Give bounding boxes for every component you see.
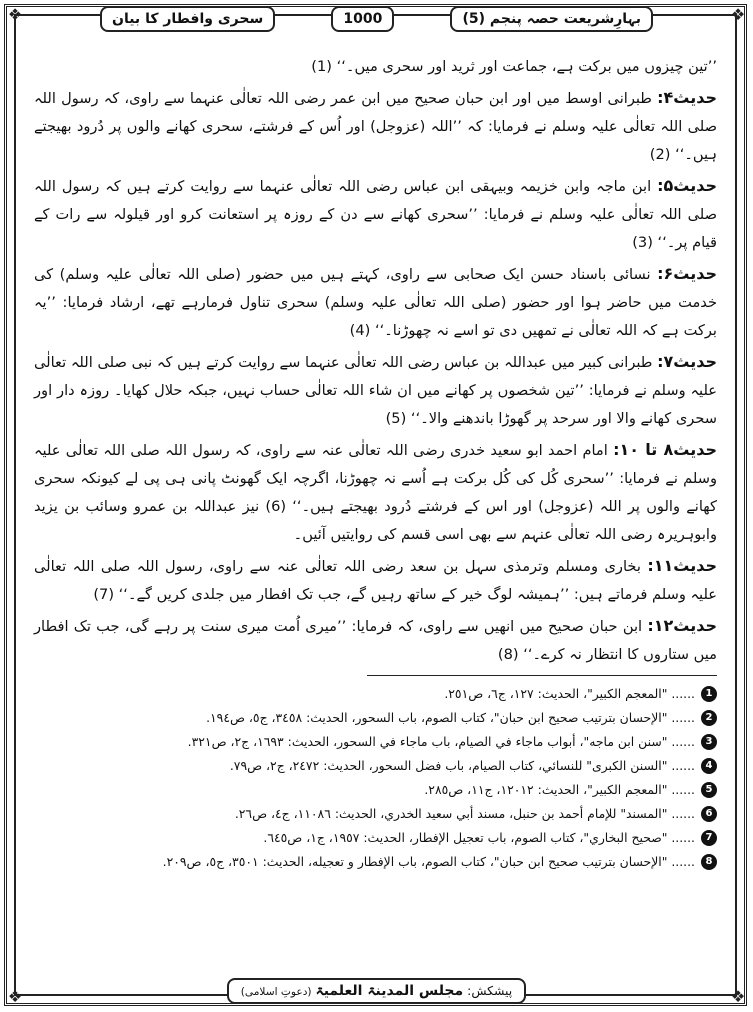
paragraph-text: طبرانی کبیر میں عبداللہ بن عباس رضی اللہ تعالٰی عنہما سے روایت کرتے ہیں کہ نبی صلی اللہ تعالٰی علیہ وسلم نے فرمایا: ’’تین شخصوں پر کھانے میں ان شاء اللہ تعالٰی حساب نہیں، جبکہ حلال کھایا۔ روزہ دار اور سحری کھانے والا اور سرحد پر گھوڑا باندھنے والا۔‘‘ (5) [34, 354, 717, 427]
footnote-number: 7 [701, 830, 717, 846]
footnote [34, 754, 717, 778]
hadith-heading: حدیث۱۲: [647, 616, 717, 635]
page-header [100, 6, 653, 32]
corner-ornament-icon: ❖ [730, 5, 746, 24]
footnote-number: 5 [701, 782, 717, 798]
chapter-title: سحری وافطار کا بیان [100, 6, 275, 32]
page-footer [0, 978, 753, 1004]
hadith-heading: حدیث۵: [657, 176, 717, 195]
footnote-text: ...... "المعجم الكبير"، الحديث: ١٢٧، ج٦، ص٢٥١. [444, 686, 695, 701]
footnotes [34, 682, 717, 874]
paragraph-text: ابن حبان صحیح میں انھیں سے راوی، کہ فرمایا: ’’میری اُمت میری سنت پر رہے گی، جب تک افطار میں ستاروں کا انتظار نہ کرے۔‘‘ (8) [34, 618, 717, 663]
footnote-text: ...... "صحيح البخاري"، كتاب الصوم، باب تعجيل الإفطار، الحديث: ١٩٥٧، ج١، ص٦٤٥. [263, 830, 695, 845]
footnote-text: ...... "المعجم الكبير"، الحديث: ١٢٠١٢، ج١١، ص٢٨٥. [424, 782, 695, 797]
hadith-heading: حدیث۸ تا ۱۰: [613, 440, 718, 459]
hadith-heading: حدیث۴: [657, 88, 717, 107]
footnote-text: ...... "سنن ابن ماجه"، أبواب ماجاء في الصيام، باب ماجاء في السحور، الحديث: ١٦٩٣، ج٢، ص٣٢١. [187, 734, 695, 749]
paragraph-text: طبرانی اوسط میں اور ابن حبان صحیح میں ابن عمر رضی اللہ تعالٰی عنہما سے راوی، کہ رسول اللہ صلی اللہ تعالٰی علیہ وسلم نے فرمایا: کہ ’’اللہ (عزوجل) اور اُس کے فرشتے، سحری کھانے والوں پر دُرود بھیجتے ہیں۔‘‘ (2) [34, 90, 717, 163]
paragraph [34, 436, 717, 549]
footnote-text: ...... "السنن الكبرى" للنسائي، كتاب الصيام، باب فضل السحور، الحديث: ٢٤٧٢، ج٢، ص٧٩. [229, 758, 695, 773]
footer-prefix: پیشکش: [467, 983, 513, 998]
footnote [34, 778, 717, 802]
book-title: بہارِشریعت حصہ پنجم (5) [450, 6, 653, 32]
footnote-text: ...... "المسند" للإمام أحمد بن حنبل، مسند أبي سعيد الخدري، الحديث: ١١٠٨٦، ج٤، ص٢٦. [234, 806, 695, 821]
paragraph-text: امام احمد ابو سعید خدری رضی اللہ تعالٰی عنہ سے راوی، کہ رسول اللہ صلی اللہ تعالٰی علیہ وسلم نے فرمایا: ’’سحری کُل کی کُل برکت ہے اُسے نہ چھوڑنا، اگرچہ ایک گھونٹ پانی ہی پی لے کیونکہ سحری کھانے والوں پر اللہ (عزوجل) اور اس کے فرشتے دُرود بھیجتے ہیں۔‘‘ (6) نیز عبداللہ بن عمرو وسائب بن یزید وابوہریرہ رضی اللہ تعالٰی عنہم سے بھی اسی قسم کی روایتیں آئیں۔ [34, 442, 717, 543]
footnote-text: ...... "الإحسان بترتيب صحيح ابن حبان"، كتاب الصوم، باب السحور، الحديث: ٣٤٥٨، ج٥، ص١٩٤. [206, 710, 695, 725]
footnote [34, 802, 717, 826]
paragraph [34, 260, 717, 345]
publisher-name: مجلس المدینۃ العلمیۃ [315, 983, 464, 999]
footnote-number: 6 [701, 806, 717, 822]
paragraph-text: ابن ماجہ وابن خزیمہ وبیہقی ابن عباس رضی اللہ تعالٰی عنہما سے روایت کرتے ہیں کہ رسول اللہ صلی اللہ تعالٰی علیہ وسلم نے فرمایا: ’’سحری کھانے سے دن کے روزہ پر استعانت کرو اور قیلولہ سے رات کے قیام پر۔‘‘ (3) [34, 178, 717, 251]
paragraph [34, 612, 717, 669]
hadith-heading: حدیث۷: [657, 352, 718, 371]
footnote [34, 682, 717, 706]
paragraph [34, 84, 717, 169]
footnote-number: 2 [701, 710, 717, 726]
footnote [34, 826, 717, 850]
footnote-text: ...... "الإحسان بترتيب صحيح ابن حبان"، كتاب الصوم، باب الإفطار و تعجيله، الحديث: ٣٥٠١، ج٥، ص٢٠٩. [162, 854, 695, 869]
paragraph-text: ’’تین چیزوں میں برکت ہے، جماعت اور ثرید اور سحری میں۔‘‘ (1) [311, 58, 717, 75]
paragraph [34, 172, 717, 257]
paragraph [34, 348, 717, 433]
corner-ornament-icon: ❖ [730, 987, 746, 1006]
footnote-number: 8 [701, 854, 717, 870]
footnote-number: 4 [701, 758, 717, 774]
hadith-heading: حدیث۶: [657, 264, 718, 283]
footnote-number: 3 [701, 734, 717, 750]
corner-ornament-icon: ❖ [7, 987, 23, 1006]
page-body [34, 52, 717, 874]
paragraph-text: بخاری ومسلم وترمذی سہل بن سعد رضی اللہ تعالٰی عنہ سے راوی، رسول اللہ صلی اللہ تعالٰی علیہ وسلم فرماتے ہیں: ’’ہمیشہ لوگ خیر کے ساتھ رہیں گے، جب تک افطار میں جلدی کریں گے۔‘‘ (7) [34, 558, 717, 603]
footnote [34, 730, 717, 754]
footnote [34, 706, 717, 730]
footnote-number: 1 [701, 686, 717, 702]
corner-ornament-icon: ❖ [7, 5, 23, 24]
footnote-divider [367, 675, 717, 676]
page-number: 1000 [331, 6, 394, 32]
paragraph-text: نسائی باسناد حسن ایک صحابی سے راوی، کہتے ہیں میں حضور (صلی اللہ تعالٰی علیہ وسلم) کی خدمت میں حاضر ہوا اور حضور (صلی اللہ تعالٰی علیہ وسلم) سحری تناول فرمارہے تھے، ارشاد فرمایا: ’’یہ برکت ہے کہ اللہ تعالٰی نے تمھیں دی تو اسے نہ چھوڑنا۔‘‘ (4) [34, 266, 717, 339]
hadith-heading: حدیث۱۱: [647, 556, 717, 575]
paragraph [34, 52, 717, 81]
publisher-box [227, 978, 526, 1004]
paragraph [34, 552, 717, 609]
publisher-note: (دعوتِ اسلامی) [240, 986, 312, 998]
footnote [34, 850, 717, 874]
